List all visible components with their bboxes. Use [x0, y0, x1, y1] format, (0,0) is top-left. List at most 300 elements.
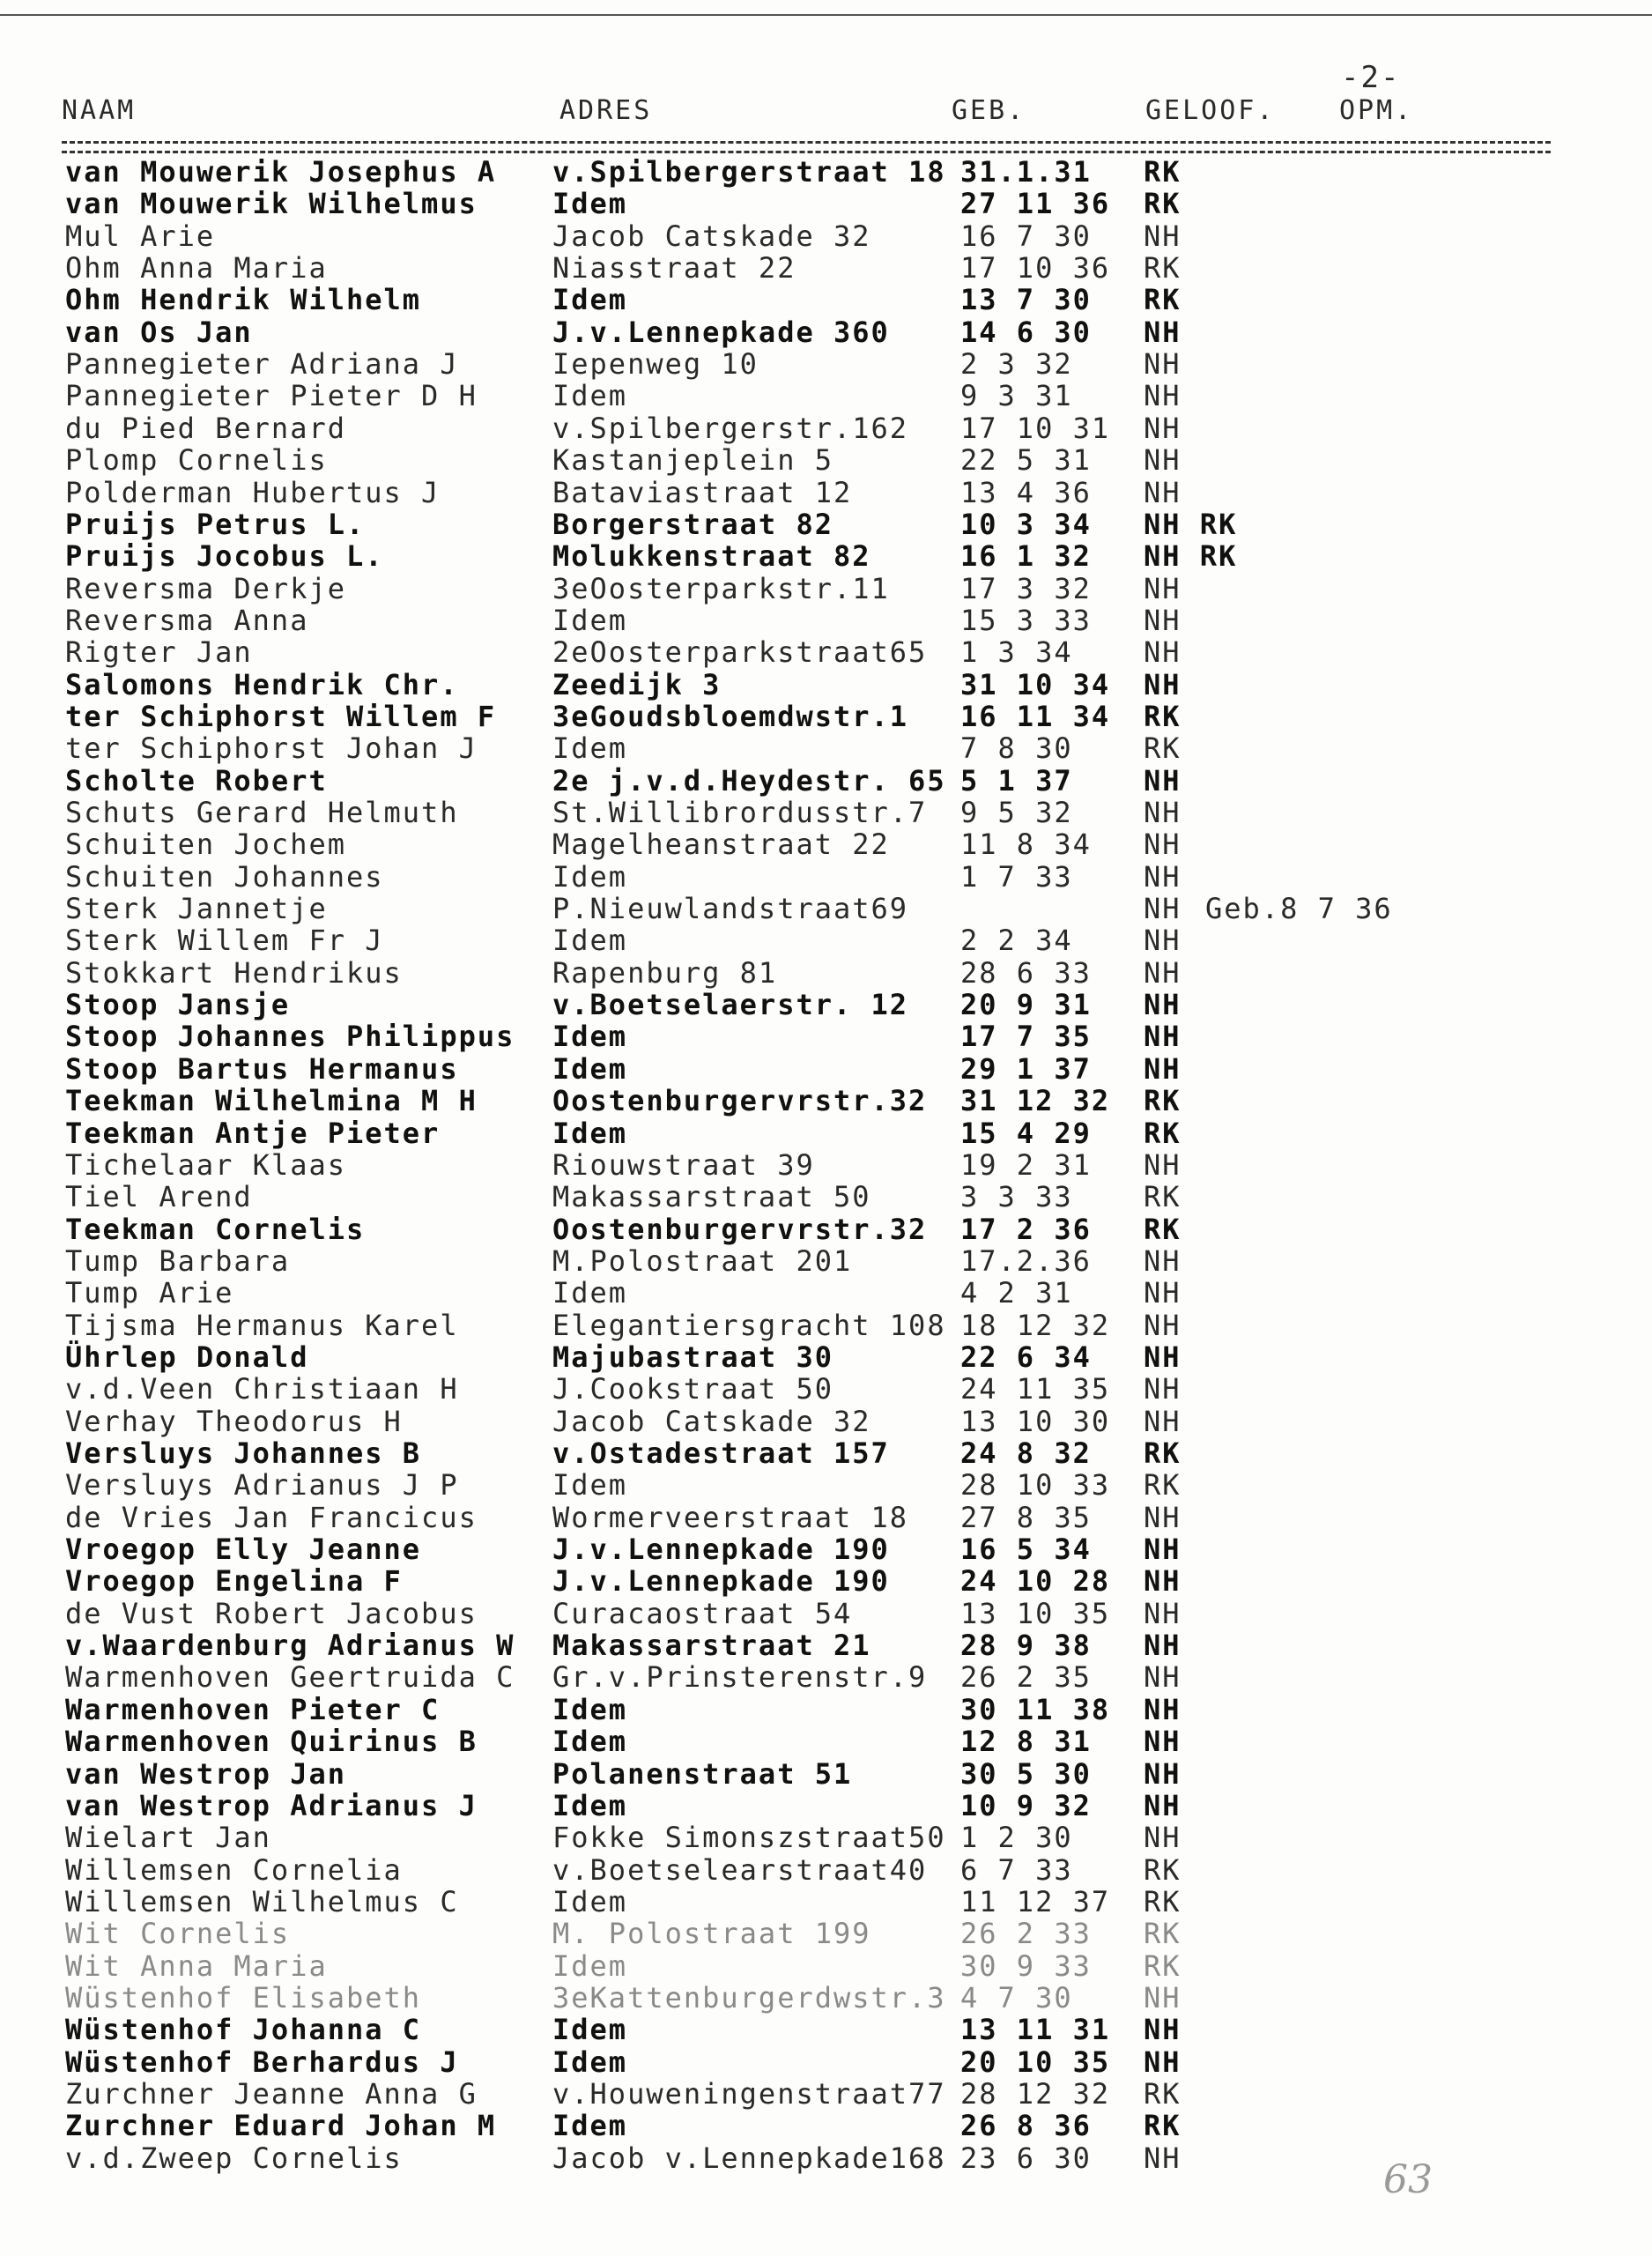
table-row [0, 1564, 1652, 1599]
cell-geb: 20 10 35 [960, 2044, 1111, 2079]
cell-naam: Zurchner Jeanne Anna G [65, 2077, 478, 2111]
cell-geb: 24 11 35 [960, 1372, 1111, 1406]
header-adres: ADRES [559, 95, 653, 126]
cell-adres: Wormerveerstraat 18 [552, 1500, 909, 1534]
cell-geb: 24 8 32 [960, 1436, 1092, 1470]
cell-geloof: RK [1144, 1917, 1182, 1951]
cell-geloof: RK [1144, 283, 1182, 317]
table-row [0, 2109, 1652, 2141]
cell-naam: Sterk Jannetje [65, 892, 328, 926]
cell-naam: v.d.Zweep Cornelis [65, 2141, 403, 2175]
cell-naam: Wüstenhof Elisabeth [65, 1980, 422, 2015]
cell-adres: Curacaostraat 54 [552, 1596, 853, 1630]
table-row [0, 187, 1652, 219]
cell-adres: 2eOosterparkstraat65 [552, 635, 928, 670]
cell-geb: 26 8 36 [960, 2109, 1092, 2143]
cell-geb: 5 1 37 [960, 763, 1073, 798]
cell-naam: Schuts Gerard Helmuth [65, 796, 459, 829]
cell-adres: Borgerstraat 82 [552, 507, 833, 541]
cell-adres: Idem [552, 283, 628, 317]
cell-naam: de Vries Jan Francicus [65, 1500, 478, 1534]
cell-geb: 26 2 33 [960, 1917, 1092, 1951]
cell-geloof: RK [1144, 699, 1182, 733]
cell-geb: 29 1 37 [960, 1051, 1092, 1086]
table-row [0, 2045, 1652, 2077]
cell-geb: 30 9 33 [960, 1948, 1092, 1983]
cell-adres: Idem [552, 1116, 628, 1150]
cell-geb: 18 12 32 [960, 1308, 1111, 1342]
cell-adres: P.Nieuwlandstraat69 [552, 892, 909, 926]
cell-geb: 7 8 30 [960, 731, 1073, 766]
cell-geb: 13 4 36 [960, 475, 1092, 509]
cell-geb: 27 11 36 [960, 187, 1111, 221]
cell-naam: Polderman Hubertus J [65, 475, 441, 509]
cell-adres: Idem [552, 2044, 628, 2079]
cell-naam: van Mouwerik Wilhelmus [65, 187, 478, 221]
cell-naam: Tump Barbara [65, 1243, 291, 1278]
cell-geloof: NH [1144, 635, 1182, 670]
table-row [0, 2077, 1652, 2109]
cell-geb: 16 11 34 [960, 699, 1111, 733]
cell-opm: Geb.8 7 36 [1205, 892, 1393, 926]
cell-naam: Sterk Willem Fr J [65, 924, 384, 958]
table-row [0, 1821, 1652, 1855]
cell-geloof: NH [1144, 1692, 1182, 1726]
cell-geb: 22 6 34 [960, 1340, 1092, 1374]
cell-adres: Kastanjeplein 5 [552, 443, 833, 478]
cell-geloof: NH [1144, 1372, 1182, 1406]
cell-naam: v.Waardenburg Adrianus W [65, 1629, 515, 1663]
table-row [0, 379, 1652, 411]
cell-geb: 16 7 30 [960, 219, 1092, 253]
table-row [0, 1436, 1652, 1468]
cell-adres: Oostenburgervrstr.32 [552, 1084, 928, 1118]
cell-naam: Ührlep Donald [65, 1340, 309, 1374]
table-row [0, 988, 1652, 1020]
cell-adres: Makassarstraat 50 [552, 1180, 871, 1214]
cell-adres: Jacob v.Lennepkade168 [552, 2141, 946, 2175]
cell-naam: Vroegop Engelina F [65, 1564, 403, 1599]
cell-geb: 12 8 31 [960, 1725, 1092, 1759]
cell-geloof: RK [1144, 1884, 1182, 1918]
cell-naam: Warmenhoven Geertruida C [65, 1660, 515, 1695]
cell-naam: Reversma Anna [65, 603, 309, 637]
cell-adres: Riouwstraat 39 [552, 1147, 815, 1182]
cell-geb: 14 6 30 [960, 315, 1092, 349]
cell-adres: Molukkenstraat 82 [552, 539, 871, 574]
cell-naam: Schuiten Johannes [65, 859, 384, 894]
cell-geloof: RK [1144, 1852, 1182, 1887]
cell-geloof: NH [1144, 2044, 1182, 2079]
cell-geloof: NH [1144, 1340, 1182, 1374]
cell-adres: v.Spilbergerstr.162 [552, 411, 909, 445]
cell-geloof: NH [1144, 2141, 1182, 2175]
cell-geloof: NH [1144, 411, 1182, 445]
cell-adres: Idem [552, 924, 628, 958]
cell-adres: M.Polostraat 201 [552, 1243, 853, 1278]
cell-geb: 17.2.36 [960, 1243, 1092, 1278]
cell-adres: J.v.Lennepkade 360 [552, 315, 890, 349]
cell-geloof: RK [1144, 155, 1182, 189]
cell-geloof: RK [1144, 187, 1182, 221]
cell-geloof: RK [1144, 251, 1182, 286]
cell-naam: Wüstenhof Berhardus J [65, 2044, 459, 2079]
table-row [0, 508, 1652, 539]
cell-naam: Wüstenhof Johanna C [65, 2013, 422, 2047]
table-row [0, 1693, 1652, 1725]
cell-geb: 22 5 31 [960, 443, 1092, 478]
cell-geloof: NH [1144, 1404, 1182, 1438]
cell-naam: Tichelaar Klaas [65, 1147, 346, 1182]
cell-naam: ter Schiphorst Willem F [65, 699, 497, 733]
table-row [0, 1501, 1652, 1532]
table-row [0, 412, 1652, 443]
cell-geb: 4 2 31 [960, 1276, 1073, 1310]
cell-naam: de Vust Robert Jacobus [65, 1596, 478, 1630]
cell-geloof: NH [1144, 859, 1182, 894]
cell-geloof: NH [1144, 1756, 1182, 1791]
cell-naam: Wit Anna Maria [65, 1948, 328, 1983]
table-row [0, 315, 1652, 347]
cell-geb: 28 10 33 [960, 1468, 1111, 1503]
cell-naam: Stokkart Hendrikus [65, 955, 403, 990]
cell-geb: 13 10 35 [960, 1596, 1111, 1630]
cell-geloof: RK [1144, 1436, 1182, 1470]
cell-geb: 3 3 33 [960, 1180, 1073, 1214]
table-row [0, 1917, 1652, 1951]
cell-geb: 17 3 32 [960, 571, 1092, 605]
cell-geb: 13 11 31 [960, 2013, 1111, 2047]
cell-naam: Pruijs Jocobus L. [65, 539, 384, 574]
cell-geloof: NH [1144, 827, 1182, 862]
table-row [0, 1309, 1652, 1340]
cell-geb: 23 6 30 [960, 2141, 1092, 2175]
cell-geloof: NH [1144, 1660, 1182, 1695]
cell-naam: van Mouwerik Josephus A [65, 155, 497, 189]
cell-geloof: NH [1144, 1243, 1182, 1278]
cell-adres: Idem [552, 379, 628, 413]
cell-geb: 15 3 33 [960, 603, 1092, 637]
cell-naam: Mul Arie [65, 219, 216, 253]
cell-naam: Wit Cornelis [65, 1917, 291, 1951]
table-row [0, 635, 1652, 670]
cell-adres: Idem [552, 187, 628, 221]
cell-geloof: NH [1144, 603, 1182, 637]
cell-naam: Schuiten Jochem [65, 827, 346, 862]
cell-adres: Idem [552, 1276, 628, 1310]
header-double-rule [62, 141, 1551, 153]
table-row [0, 1276, 1652, 1308]
cell-geb: 11 8 34 [960, 827, 1092, 862]
cell-adres: Idem [552, 1692, 628, 1726]
table-row [0, 539, 1652, 574]
cell-geloof: RK [1144, 1180, 1182, 1214]
cell-adres: Idem [552, 1884, 628, 1918]
cell-geloof: NH [1144, 315, 1182, 349]
cell-geloof: NH [1144, 443, 1182, 478]
table-row [0, 731, 1652, 766]
cell-adres: Idem [552, 1468, 628, 1503]
cell-geloof: NH [1144, 1821, 1182, 1855]
cell-adres: Niasstraat 22 [552, 251, 796, 286]
cell-geloof: RK [1144, 1468, 1182, 1503]
cell-geloof: NH [1144, 1500, 1182, 1534]
cell-geloof: NH [1144, 1308, 1182, 1342]
cell-geloof: RK [1144, 1084, 1182, 1118]
table-row [0, 700, 1652, 731]
cell-adres: J.v.Lennepkade 190 [552, 1532, 890, 1567]
cell-geloof: NH [1144, 955, 1182, 990]
cell-adres: Idem [552, 1725, 628, 1759]
cell-geloof: NH [1144, 892, 1182, 926]
cell-adres: Jacob Catskade 32 [552, 219, 871, 253]
cell-geb: 6 7 33 [960, 1852, 1073, 1887]
cell-naam: Stoop Johannes Philippus [65, 1020, 515, 1054]
cell-geloof: RK [1144, 2109, 1182, 2143]
cell-adres: v.Boetselearstraat40 [552, 1852, 928, 1887]
cell-naam: Versluys Johannes B [65, 1436, 422, 1470]
cell-naam: Vroegop Elly Jeanne [65, 1532, 422, 1567]
cell-geloof: NH [1144, 347, 1182, 382]
cell-naam: Stoop Bartus Hermanus [65, 1051, 459, 1086]
table-row [0, 1117, 1652, 1148]
table-row [0, 572, 1652, 604]
table-row [0, 1789, 1652, 1821]
cell-naam: Tump Arie [65, 1276, 234, 1310]
table-row [0, 1853, 1652, 1885]
table-row [0, 1532, 1652, 1567]
table-row [0, 283, 1652, 315]
table-row [0, 1213, 1652, 1244]
cell-geb: 1 2 30 [960, 1821, 1073, 1855]
cell-naam: ter Schiphorst Johan J [65, 731, 478, 766]
table-row [0, 1405, 1652, 1436]
table-row [0, 1180, 1652, 1212]
cell-geb: 16 1 32 [960, 539, 1092, 574]
cell-adres: Idem [552, 1051, 628, 1086]
cell-naam: Warmenhoven Pieter C [65, 1692, 441, 1726]
cell-adres: 2e j.v.d.Heydestr. 65 [552, 763, 946, 798]
cell-geloof: NH RK [1144, 539, 1238, 574]
table-row [0, 1372, 1652, 1404]
cell-geb: 13 7 30 [960, 283, 1092, 317]
cell-adres: 3eOosterparkstr.11 [552, 571, 890, 605]
cell-geloof: NH [1144, 1725, 1182, 1759]
cell-adres: Iepenweg 10 [552, 347, 759, 382]
cell-naam: van Westrop Adrianus J [65, 1788, 478, 1822]
table-row [0, 251, 1652, 286]
cell-geb: 2 2 34 [960, 924, 1073, 958]
cell-naam: du Pied Bernard [65, 411, 346, 445]
table-row [0, 668, 1652, 700]
cell-geb: 31 10 34 [960, 667, 1111, 701]
table-row [0, 219, 1652, 251]
cell-naam: Pannegieter Pieter D H [65, 379, 478, 413]
cell-adres: Polanenstraat 51 [552, 1756, 853, 1791]
cell-adres: Rapenburg 81 [552, 955, 778, 990]
cell-geb: 28 6 33 [960, 955, 1092, 990]
cell-adres: v.Ostadestraat 157 [552, 1436, 890, 1470]
cell-adres: Oostenburgervrstr.32 [552, 1212, 928, 1246]
cell-adres: M. Polostraat 199 [552, 1917, 871, 1951]
cell-geb: 9 3 31 [960, 379, 1073, 413]
cell-geb: 26 2 35 [960, 1660, 1092, 1695]
table-row [0, 1340, 1652, 1372]
cell-naam: Pruijs Petrus L. [65, 507, 366, 541]
cell-geloof: NH [1144, 1980, 1182, 2015]
cell-adres: v.Houweningenstraat77 [552, 2077, 946, 2111]
cell-geb: 16 5 34 [960, 1532, 1092, 1567]
cell-naam: Stoop Jansje [65, 988, 291, 1022]
cell-adres: Fokke Simonszstraat50 [552, 1821, 946, 1855]
cell-naam: Zurchner Eduard Johan M [65, 2109, 497, 2143]
table-row [0, 1885, 1652, 1917]
header-naam: NAAM [62, 95, 137, 126]
cell-adres: Idem [552, 603, 628, 637]
cell-adres: v.Spilbergerstraat 18 [552, 155, 946, 189]
cell-adres: 3eKattenburgerdwstr.3 [552, 1980, 946, 2015]
cell-adres: 3eGoudsbloemdwstr.1 [552, 699, 909, 733]
cell-geloof: NH [1144, 1147, 1182, 1182]
cell-adres: Zeedijk 3 [552, 667, 722, 701]
cell-geb: 19 2 31 [960, 1147, 1092, 1182]
cell-naam: Tijsma Hermanus Karel [65, 1308, 459, 1342]
table-row [0, 347, 1652, 382]
cell-geloof: NH [1144, 475, 1182, 509]
table-row [0, 860, 1652, 892]
cell-adres: Gr.v.Prinsterenstr.9 [552, 1660, 928, 1695]
cell-geloof: NH RK [1144, 507, 1238, 541]
cell-adres: Idem [552, 1948, 628, 1983]
cell-geb: 20 9 31 [960, 988, 1092, 1022]
cell-geb: 11 12 37 [960, 1884, 1111, 1918]
cell-adres: Bataviastraat 12 [552, 475, 853, 509]
cell-naam: Scholte Robert [65, 763, 328, 798]
handwritten-page-annotation: 63 [1383, 2157, 1433, 2202]
cell-geloof: NH [1144, 988, 1182, 1022]
cell-geb: 28 12 32 [960, 2077, 1111, 2111]
header-geb: GEB. [952, 95, 1026, 126]
cell-naam: Warmenhoven Quirinus B [65, 1725, 478, 1759]
page-number: -2- [1341, 60, 1401, 95]
cell-naam: Reversma Derkje [65, 571, 346, 605]
cell-naam: Wielart Jan [65, 1821, 271, 1855]
cell-geloof: NH [1144, 667, 1182, 701]
table-row [0, 476, 1652, 508]
cell-geloof: NH [1144, 379, 1182, 413]
cell-naam: van Westrop Jan [65, 1756, 346, 1791]
cell-naam: Ohm Anna Maria [65, 251, 328, 286]
cell-adres: Idem [552, 1788, 628, 1822]
cell-geloof: NH [1144, 571, 1182, 605]
cell-adres: J.v.Lennepkade 190 [552, 1564, 890, 1599]
table-row [0, 956, 1652, 988]
cell-geloof: NH [1144, 1564, 1182, 1599]
cell-naam: Tiel Arend [65, 1180, 253, 1214]
cell-geb: 9 5 32 [960, 796, 1073, 829]
table-row [0, 1244, 1652, 1276]
cell-geb: 28 9 38 [960, 1629, 1092, 1663]
cell-adres: Idem [552, 1020, 628, 1054]
cell-geloof: RK [1144, 731, 1182, 766]
cell-geb: 17 7 35 [960, 1020, 1092, 1054]
header-geloof: GELOOF. [1145, 95, 1276, 126]
cell-adres: v.Boetselaerstr. 12 [552, 988, 909, 1022]
cell-geb: 30 5 30 [960, 1756, 1092, 1791]
table-row [0, 1981, 1652, 2013]
cell-naam: Willemsen Wilhelmus C [65, 1884, 459, 1918]
cell-geb: 1 7 33 [960, 859, 1073, 894]
cell-geloof: NH [1144, 1051, 1182, 1086]
table-row [0, 1597, 1652, 1629]
cell-adres: St.Willibrordusstr.7 [552, 796, 928, 829]
cell-geb: 13 10 30 [960, 1404, 1111, 1438]
cell-adres: Idem [552, 731, 628, 766]
cell-geloof: NH [1144, 796, 1182, 829]
cell-geloof: NH [1144, 1629, 1182, 1663]
cell-naam: Teekman Wilhelmina M H [65, 1084, 478, 1118]
cell-geloof: NH [1144, 1596, 1182, 1630]
cell-geloof: RK [1144, 1948, 1182, 1983]
cell-geloof: RK [1144, 1212, 1182, 1246]
table-row [0, 2013, 1652, 2047]
cell-adres: Makassarstraat 21 [552, 1629, 871, 1663]
table-row [0, 1148, 1652, 1180]
cell-adres: Jacob Catskade 32 [552, 1404, 871, 1438]
cell-geb: 10 9 32 [960, 1788, 1092, 1822]
table-row [0, 1725, 1652, 1759]
cell-geb: 30 11 38 [960, 1692, 1111, 1726]
table-row [0, 764, 1652, 796]
table-row [0, 1084, 1652, 1116]
table-row [0, 1468, 1652, 1503]
table-row [0, 1949, 1652, 1981]
cell-naam: Salomons Hendrik Chr. [65, 667, 459, 701]
cell-geb: 15 4 29 [960, 1116, 1092, 1150]
cell-naam: Willemsen Cornelia [65, 1852, 403, 1887]
cell-geb: 1 3 34 [960, 635, 1073, 670]
cell-geb: 4 7 30 [960, 1980, 1073, 2015]
table-row [0, 1660, 1652, 1695]
cell-geb: 10 3 34 [960, 507, 1092, 541]
cell-naam: Plomp Cornelis [65, 443, 328, 478]
cell-geb: 24 10 28 [960, 1564, 1111, 1599]
cell-geb: 31.1.31 [960, 155, 1092, 189]
cell-adres: J.Cookstraat 50 [552, 1372, 833, 1406]
header-opm: OPM. [1339, 95, 1414, 126]
cell-adres: Idem [552, 2109, 628, 2143]
cell-naam: Teekman Cornelis [65, 1212, 366, 1246]
cell-geloof: RK [1144, 2077, 1182, 2111]
cell-geb: 17 10 31 [960, 411, 1111, 445]
cell-naam: Ohm Hendrik Wilhelm [65, 283, 422, 317]
table-row [0, 1020, 1652, 1054]
cell-adres: Majubastraat 30 [552, 1340, 833, 1374]
table-row [0, 604, 1652, 635]
cell-adres: Idem [552, 859, 628, 894]
cell-naam: Rigter Jan [65, 635, 253, 670]
cell-naam: v.d.Veen Christiaan H [65, 1372, 459, 1406]
cell-geloof: NH [1144, 2013, 1182, 2047]
table-row [0, 827, 1652, 862]
cell-naam: Verhay Theodorus H [65, 1404, 403, 1438]
cell-geb: 2 3 32 [960, 347, 1073, 382]
table-row [0, 1757, 1652, 1789]
cell-geb: 27 8 35 [960, 1500, 1092, 1534]
top-border-line [0, 14, 1652, 16]
cell-geb: 17 2 36 [960, 1212, 1092, 1246]
cell-naam: van Os Jan [65, 315, 253, 349]
